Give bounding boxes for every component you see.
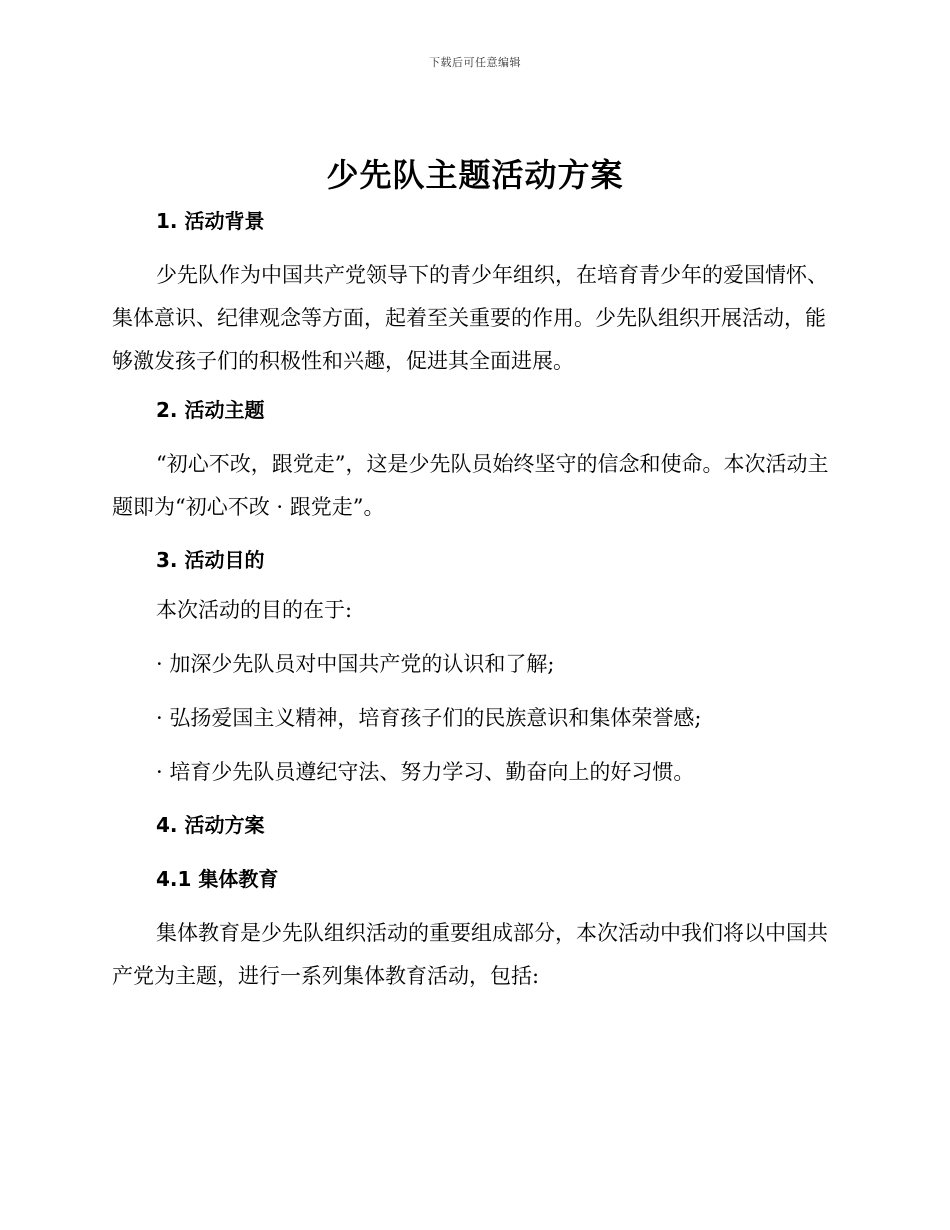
section-heading-background: 1. 活动背景 [156,209,265,233]
purpose-bullet-3: · 培育少先队员遵纪守法、努力学习、勤奋向上的好习惯。 [156,760,695,784]
subsection-heading-collective-education: 4.1 集体教育 [156,867,279,891]
purpose-bullet-1: · 加深少先队员对中国共产党的认识和了解; [156,652,555,676]
document-title: 少先队主题活动方案 [326,156,624,194]
document-body [112,200,832,998]
purpose-intro: 本次活动的目的在于: [156,598,353,622]
section-heading-theme: 2. 活动主题 [156,398,265,422]
section-heading-plan: 4. 活动方案 [156,813,265,837]
subsection-paragraph-collective-education: 集体教育是少先队组织活动的重要组成部分，本次活动中我们将以中国共产党为主题，进行一系列集体教育活动，包括: [112,921,828,988]
section-paragraph-background: 少先队作为中国共产党领导下的青少年组织，在培育青少年的爱国情怀、集体意识、纪律观念等方面，起着至关重要的作用。少先队组织开展活动，能够激发孩子们的积极性和兴趣，促进其全面进展。 [112,263,828,373]
section-heading-purpose: 3. 活动目的 [156,548,265,572]
page-header: 下载后可任意编辑 [429,56,521,69]
section-paragraph-theme: “初心不改，跟党走”，这是少先队员始终坚守的信念和使命。本次活动主题即为“初心不改 · 跟党走”。 [112,452,829,519]
purpose-bullet-2: · 弘扬爱国主义精神，培育孩子们的民族意识和集体荣誉感; [156,706,702,730]
